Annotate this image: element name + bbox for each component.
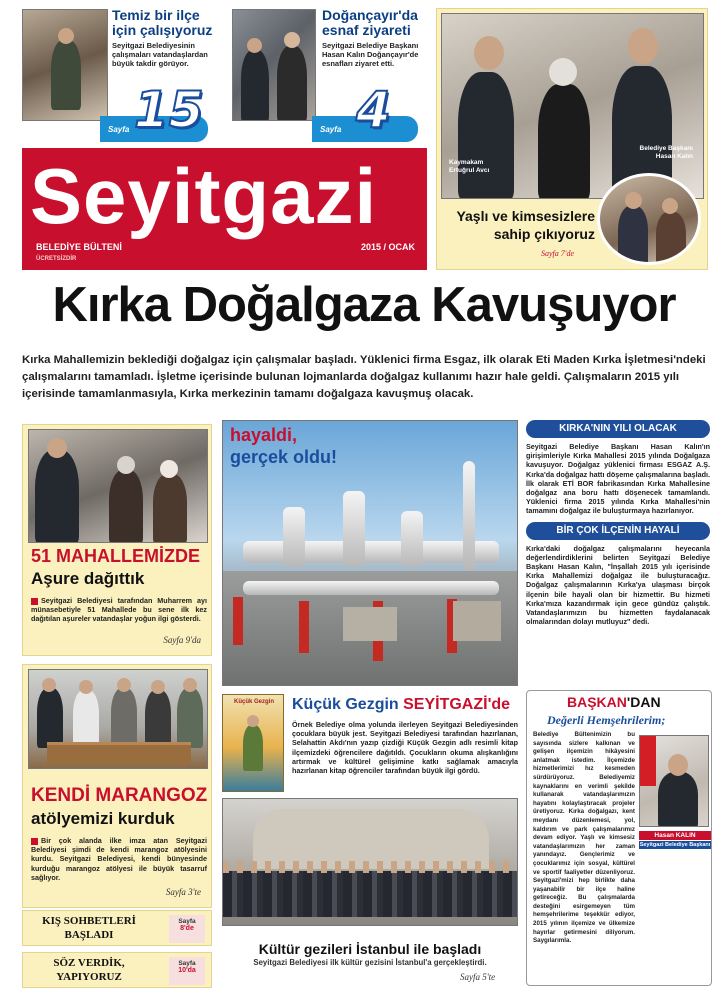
masthead-date: 2015 / OCAK <box>360 242 415 252</box>
teaser-photo-cleaning <box>22 9 108 121</box>
page-number-4: 4 <box>356 81 391 139</box>
mayor-name: Hasan KALIN <box>639 831 711 840</box>
sayfa-label: Sayfa <box>178 960 196 967</box>
teaser-text: Seyitgazi Belediyesinin çalışmaları vatandaşlardan büyük takdir görüyor. <box>112 41 208 68</box>
lead-paragraph: Kırka Mahallemizin beklediği doğalgaz için çalışmalar başladı. Yüklenici firma Esgaz, ilk olarak Eti Maden Kırka İşletmesi'ndeki çalışmalarını tamamladı. İşletme içerisinde bulunan lojmanlarda doğalgaz kullanımı hazır hale geldi. Çalışmaların 2015 yılı içerisinde tamamlanmasıyla, Kırka merkezinin tamamı doğalgaza kavuşmuş olacak. <box>22 354 706 400</box>
ashura-box[interactable] <box>22 424 212 656</box>
bottom-box-title: SÖZ VERDİK, YAPIYORUZ <box>53 957 125 983</box>
page-badge <box>169 957 205 985</box>
caption-kaymakam: Kaymakam Ertuğrul Avcı <box>449 159 490 174</box>
gas-photo-line1: hayaldi, <box>230 425 298 445</box>
main-headline: Kırka Doğalgaza Kavuşuyor <box>52 278 676 332</box>
kirka-text: Seyitgazi Belediye Başkanı Hasan Kalın'ın girişimleriyle Kırka Mahallesi 2015 yılında Doğalgaza kavuşuyor. Doğalgaz yüklenici firması ESGAZ A.Ş. Kırka'da doğalgaz hattı döşeme çalışmalarına başladı. İlk olarak ETİ BOR fabrikasından Kırka Mahallesine doğalgaz ana boru hattı döşenecek tamamlandı. Yüklenici firma 2015 yılında Kırka Mahallesi'nin tamamını doğalgaz ile buluşturmaya hazırlanıyor. <box>526 442 710 516</box>
baskan-header-a: BAŞKAN <box>567 694 627 710</box>
page-number: 8'de <box>180 925 194 932</box>
teaser-title: Doğançayır'da esnaf ziyareti <box>322 7 418 38</box>
kultur-subtitle: Seyitgazi Belediyesi ilk kültür gezisini İstanbul'a gerçekleştirdi. <box>253 958 487 967</box>
masthead-free: ÜCRETSİZDİR <box>36 256 77 262</box>
ashura-title: 51 MAHALLEMİZDE <box>31 546 201 566</box>
kultur-title: Kültür gezileri İstanbul ile başladı <box>258 941 482 957</box>
marangoz-box[interactable] <box>22 664 212 908</box>
masthead-title: Seyitgazi <box>30 152 378 240</box>
teaser-title: Temiz bir ilçe için çalışıyoruz <box>112 7 213 38</box>
book-cover-title: Küçük Gezgin <box>233 699 274 705</box>
elderly-feature[interactable] <box>436 8 708 270</box>
baskan-header-b: 'DAN <box>626 694 661 710</box>
masthead-subtitle: BELEDİYE BÜLTENİ <box>36 242 122 252</box>
kucuk-gezgin-title-a: Küçük Gezgin <box>292 696 404 713</box>
page-ref: Sayfa 9'da <box>163 635 201 645</box>
ashura-text: Seyitgazi Belediyesi tarafından Muharrem ayı münasebetiyle 51 Mahallede bu sene ilk kez dağıtılan aşureler vatandaşlar yoğun ilgi gösterdi. <box>31 596 207 624</box>
baskan-greeting: Değerli Hemşehrilerim; <box>547 713 666 727</box>
kirka-header: KIRKA'NIN YILI OLACAK <box>526 420 710 438</box>
kirka-text-2: Kırka'daki doğalgaz çalışmalarını heyecanla değerlendirdiklerini belirten Seyitgazi Belediye Başkanı Hasan Kalın, "İnşallah 2015 yılı içerisinde Kırka Mahallemizi doğalgaz ile buluşturacağız. Doğalgaz çalışmalarının Kırka'ya ulaşması birçok ilçenin bile hayali olan bir hizmettir. Bu hizmeti Kırka'mıza kazandırmak için gece gündüz çalıştık. Vatandaşlarımızın bu hizmetten faydalanacak olmalarından dolayı mutluyuz" dedi. <box>526 543 710 627</box>
book-cover <box>222 694 284 792</box>
marangoz-title: KENDİ MARANGOZ <box>31 785 208 806</box>
bottom-box-kis[interactable] <box>22 910 212 946</box>
elderly-photo-inset <box>597 173 701 265</box>
sayfa-label: Sayfa <box>108 125 130 134</box>
mayor-role: Seyitgazi Belediye Başkanı <box>639 842 711 848</box>
page-ref: Sayfa 7'de <box>541 249 575 258</box>
page-ref: Sayfa 3'te <box>165 887 201 897</box>
mayor-photo <box>639 735 709 827</box>
masthead <box>22 148 427 270</box>
teaser-text: Seyitgazi Belediye Başkanı Hasan Kalın Doğançayır'de esnafları ziyaret etti. <box>322 41 419 68</box>
baskan-column[interactable] <box>526 690 712 986</box>
page-number: 10'da <box>178 967 196 974</box>
sayfa-label: Sayfa <box>320 125 342 134</box>
kucuk-gezgin-text: Örnek Belediye olma yolunda ilerleyen Seyitgazi Belediyesinden çocuklara büyük jest. Seyitgazi Belediyesi tarafından hazırlanan, Selahattin Akdı'nın yazıp çizdiği Küçük Gezgin adlı resimli kitap ilçemizdeki öğrencilere dağıtıldı. Çocukların okuma alışkanlığını artırmak ve kültürel gelişimine katkı sağlamak amacıyla hazırlanan kitap öğrenciler tarafından büyük ilgi gördü. <box>292 720 518 776</box>
kucuk-gezgin-title-b: SEYİTGAZİ'de <box>403 696 511 713</box>
page-ref: Sayfa 5'te <box>460 972 496 982</box>
marangoz-subtitle: atölyemizi kurduk <box>31 809 175 828</box>
istanbul-group-photo <box>222 798 518 926</box>
baskan-text: Belediye Bültenimizin bu sayısında sizlere kalkınan ve gelişen ilçemizin hikâyesini anlatmak istedim. İlçemizde hizmetlerimizi hız kesmeden sürdürüyoruz. Belediyemiz kaynaklarını en verimli şekilde kullanarak vatandaşlarımızın hayatını kolaylaştıracak projeler üretiyoruz. Kırka doğalgazı, kent meydanı düzenlemesi, yol, kaldırım ve park çalışmalarımız devam ediyor. Yaşlı ve kimsesiz vatandaşlarımızın her zaman yanındayız. Gençlerimiz ve çocuklarımız için sosyal, kültürel ve sportif faaliyetler düzenliyoruz. Seyitgazi'mizi hep birlikte daha yaşanabilir bir ilçe haline getireceğiz. Bu çalışmalarda desteğini esirgemeyen tüm hemşehrilerime teşekkür ediyor, 2015 yılının ilçemize ve ülkemize hayırlar getirmesini diliyorum. Saygılarımla. <box>533 731 635 945</box>
page-badge <box>169 915 205 943</box>
ashura-subtitle: Aşure dağıttık <box>31 569 145 588</box>
gas-photo-line2: gerçek oldu! <box>230 447 338 467</box>
marangoz-text: Bir çok alanda ilke imza atan Seyitgazi Belediyesi şimdi de kendi marangoz atölyesini kurdu. Seyitgazi Belediyesi, kendi bünyesinde kurduğu marangoz atölyesi ile büyük tasarruf sağlıyor. <box>31 836 207 882</box>
page-number-15: 15 <box>134 81 204 139</box>
kirka-header-2: BİR ÇOK İLÇENİN HAYALİ <box>526 522 710 540</box>
caption-baskan: Belediye Başkanı Hasan Kalın <box>639 145 693 160</box>
teaser-photo-visit <box>232 9 316 121</box>
ashura-photo <box>28 429 208 543</box>
kirka-column[interactable] <box>526 420 710 690</box>
baskan-header <box>567 693 661 711</box>
marangoz-photo <box>28 669 208 769</box>
sayfa-label: Sayfa <box>178 918 196 925</box>
bottom-box-soz[interactable] <box>22 952 212 988</box>
bottom-box-title: KIŞ SOHBETLERİ BAŞLADI <box>42 915 136 941</box>
kucuk-gezgin-title <box>292 694 510 716</box>
elderly-headline: Yaşlı ve kimsesizlere sahip çıkıyoruz <box>456 208 595 242</box>
